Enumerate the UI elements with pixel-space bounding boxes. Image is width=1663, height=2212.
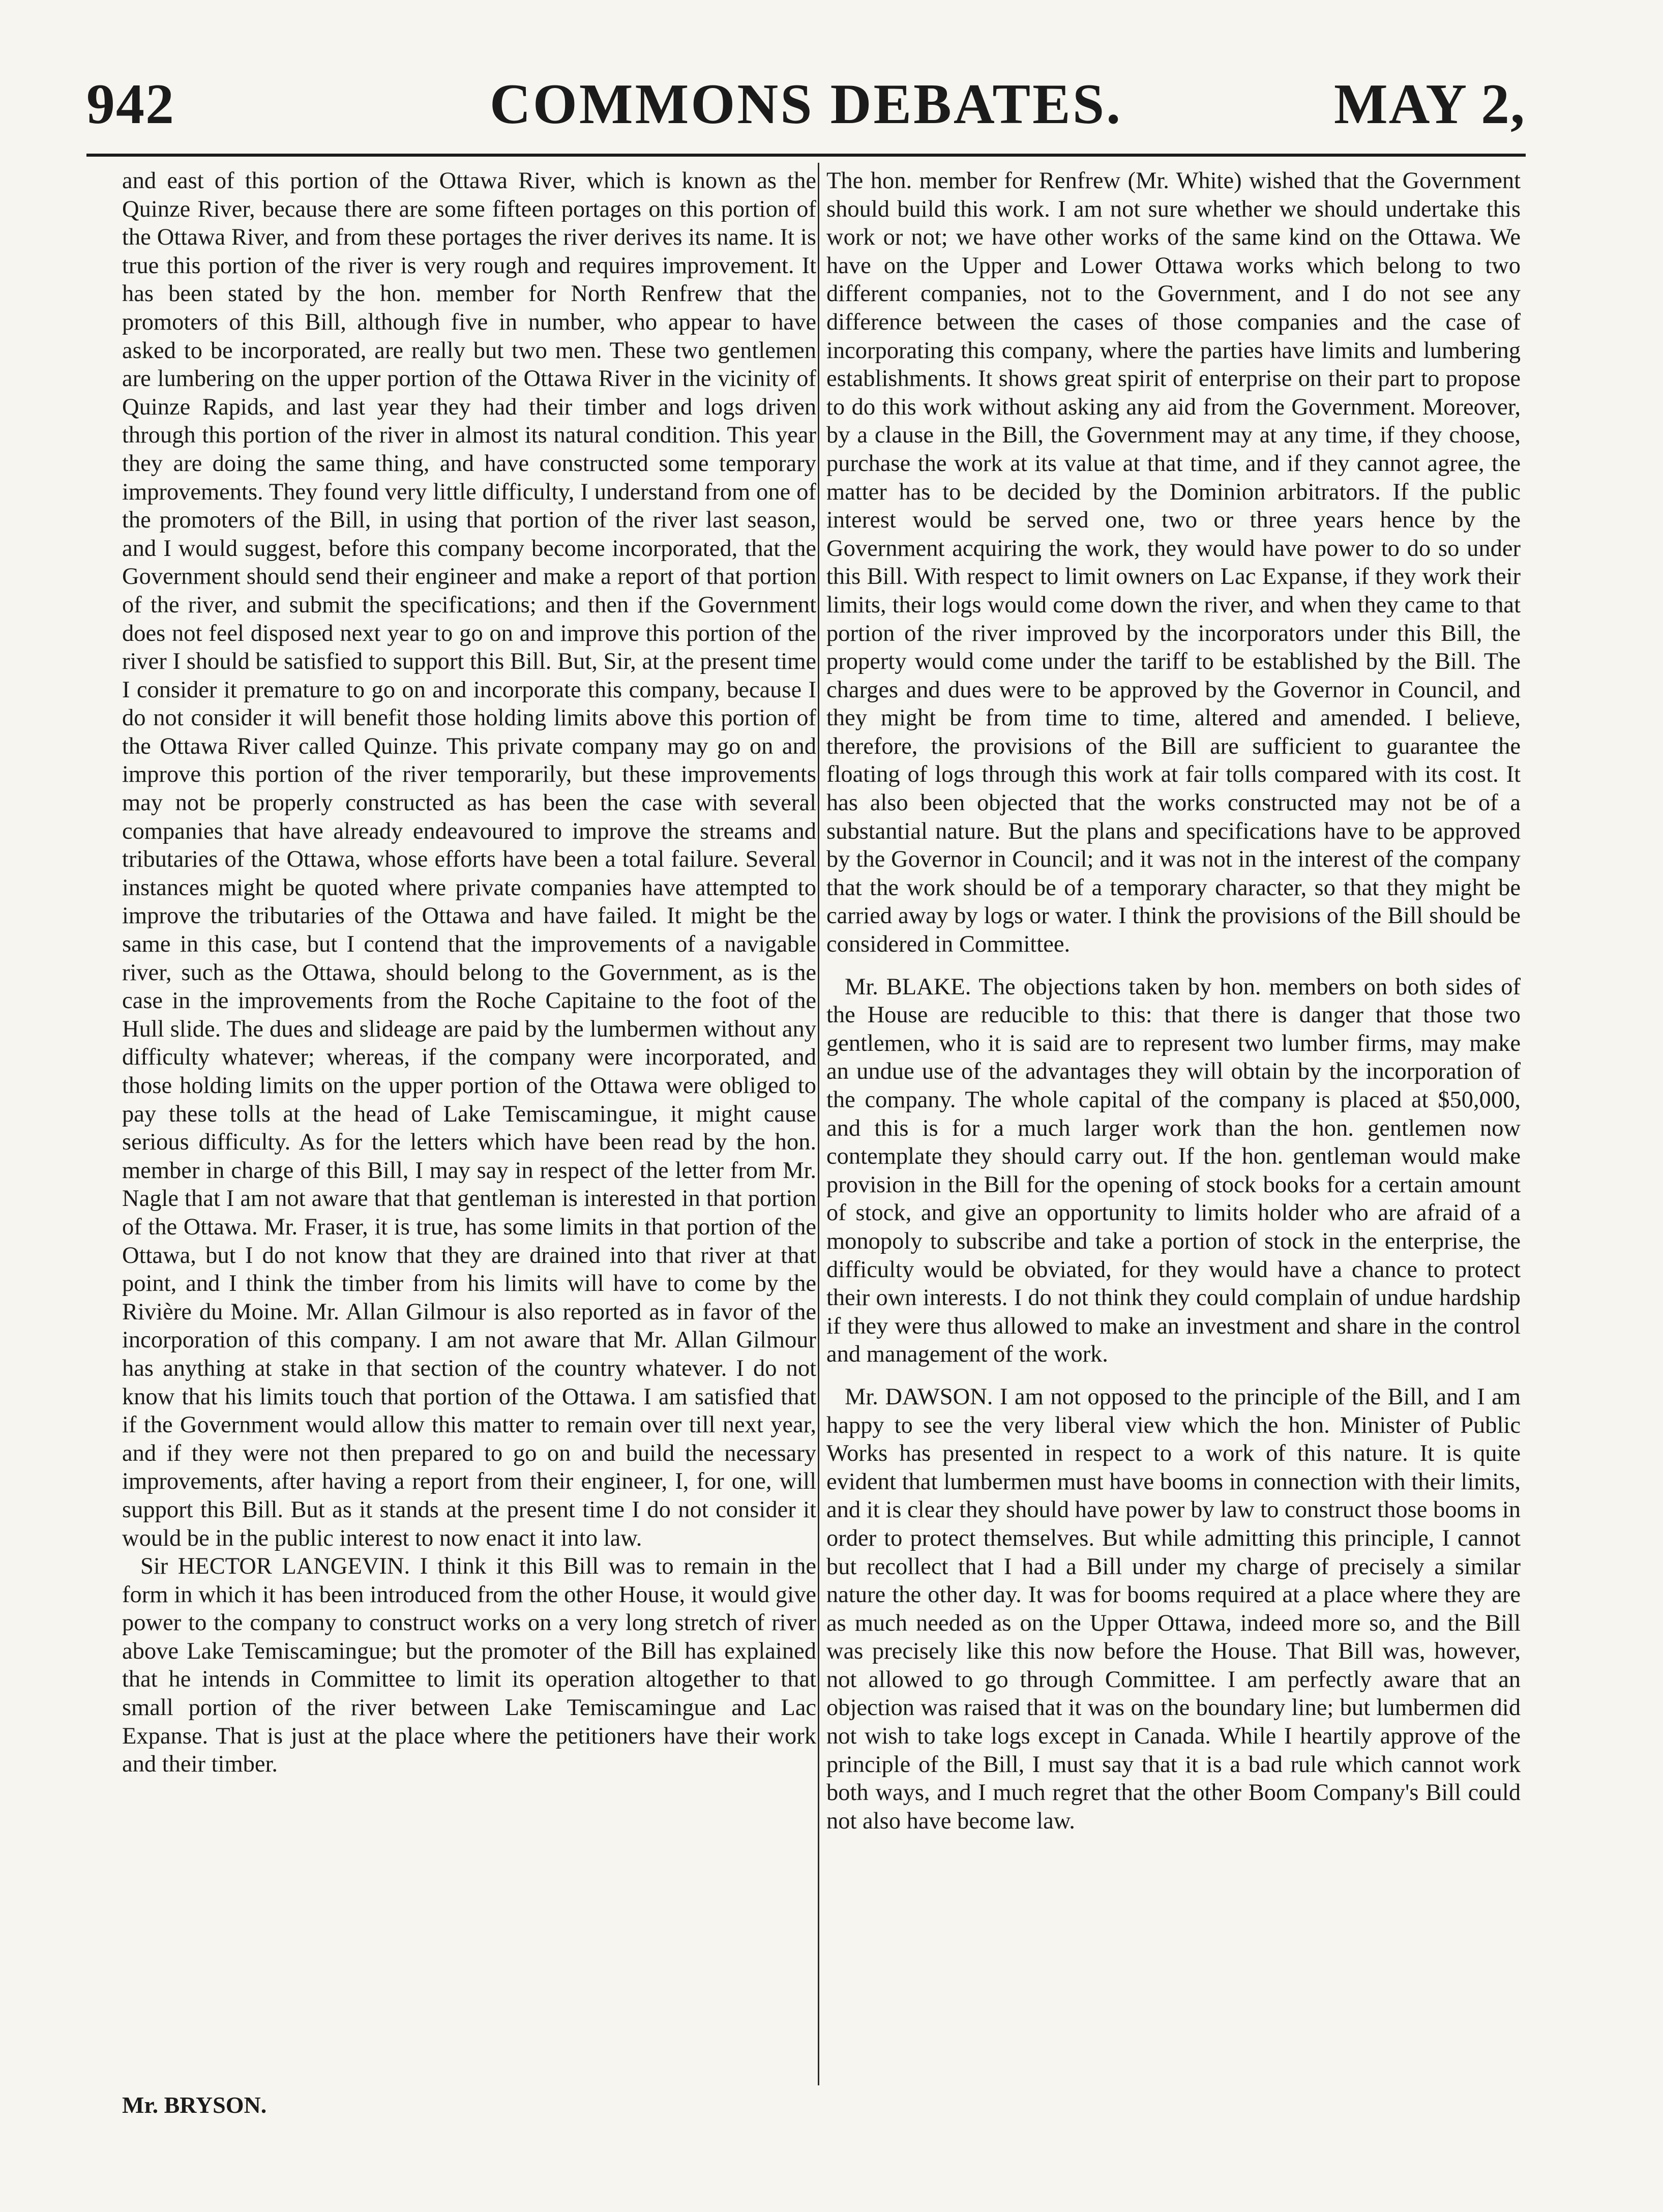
publication-title: COMMONS DEBATES.: [489, 73, 1123, 136]
speaker-footer: Mr. BRYSON.: [122, 2092, 267, 2118]
left-column: [122, 167, 816, 1779]
page-header: [86, 71, 1526, 137]
page-number: 942: [86, 73, 175, 136]
header-rule: [86, 154, 1526, 157]
right-paragraph-1: The hon. member for Renfrew (Mr. White) wished that the Government should build this work. I am not sure whether we should undertake this work or not; we have other works of the same kind on the Ottawa. We have on the Upper and Lower Ottawa works which belong to two different companies, not to the Government, and I do not see any difference between the cases of those companies and the case of incorporating this company, where the parties have limits and lumbering establishments. It shows great spirit of enterprise on their part to propose to do this work without asking any aid from the Government. Moreover, by a clause in the Bill, the Government may at any time, if they choose, purchase the work at its value at that time, and if they cannot agree, the matter has to be decided by the Dominion arbitrators. If the public interest would be served one, two or three years hence by the Government acquiring the work, they would have power to do so under this Bill. With respect to limit owners on Lac Expanse, if they work their limits, their logs would come down the river, and when they came to that portion of the river improved by the incorporators under this Bill, the property would come under the tariff to be established by the Bill. The charges and dues were to be approved by the Governor in Council, and they might be from time to time, altered and amended. I believe, therefore, the provisions of the Bill are sufficient to guarantee the floating of logs through this work at fair tolls compared with its cost. It has also been objected that the works constructed may not be of a substantial nature. But the plans and specifications have to be approved by the Governor in Council; and it was not in the interest of the company that the work should be of a temporary character, so that they might be carried away by logs or water. I think the provisions of the Bill should be considered in Committee.: [826, 168, 1521, 958]
right-paragraph-blake: Mr. BLAKE. The objections taken by hon. members on both sides of the House are reducible to this: that there is danger that those two gentlemen, who it is said are to represent two lumber firms, may make an undue use of the advantages they will obtain by the incorporation of the company. The whole capital of the company is placed at $50,000, and this is for a much larger work than the hon. gentlemen now contemplate they should carry out. If the hon. gentleman would make provision in the Bill for the opening of stock books for a certain amount of stock, and give an opportunity to limits holder who are afraid of a monopoly to subscribe and take a portion of stock in the enterprise, the difficulty would be obviated, for they would have a chance to protect their own interests. I do not think they could complain of undue hardship if they were thus allowed to make an investment and share in the control and management of the work.: [826, 974, 1521, 1368]
right-paragraph-dawson: Mr. DAWSON. I am not opposed to the principle of the Bill, and I am happy to see the very liberal view which the hon. Minister of Public Works has presented in respect to a work of this nature. It is quite evident that lumbermen must have booms in connection with their limits, and it is clear they should have power by law to construct those booms in order to protect themselves. But while admitting this principle, I cannot but recollect that I had a Bill under my charge of precisely a similar nature the other day. It was for booms required at a place where they are as much needed as on the Upper Ottawa, indeed more so, and the Bill was precisely like this now before the House. That Bill was, however, not allowed to go through Committee. I am perfectly aware that an objection was raised that it was on the boundary line; but lumbermen did not wish to take logs except in Canada. While I heartily approve of the principle of the Bill, I must say that it is a bad rule which cannot work both ways, and I much regret that the other Boom Company's Bill could not also have become law.: [826, 1383, 1521, 1834]
left-paragraph-langevin: Sir HECTOR LANGEVIN. I think it this Bill was to remain in the form in which it has been introduced from the other House, it would give power to the company to construct works on a very long stretch of river above Lake Temiscamingue; but the promoter of the Bill has explained that he intends in Committee to limit its operation altogether to that small portion of the river between Lake Temiscamingue and Lac Expanse. That is just at the place where the petitioners have their work and their timber.: [122, 1553, 816, 1778]
page-date: MAY 2,: [1333, 73, 1526, 136]
left-paragraph-1: and east of this portion of the Ottawa River, which is known as the Quinze River, because there are some fifteen portages on this portion of the Ottawa River, and from these portages the river derives its name. It is true this portion of the river is very rough and requires improvement. It has been stated by the hon. member for North Renfrew that the promoters of this Bill, although five in number, who appear to have asked to be incorporated, are really but two men. These two gentlemen are lumbering on the upper portion of the Ottawa River in the vicinity of Quinze Rapids, and last year they had their timber and logs driven through this portion of the river in almost its natural condition. This year they are doing the same thing, and have constructed some temporary improvements. They found very little difficulty, I understand from one of the promoters of the Bill, in using that portion of the river last season, and I would suggest, before this company become incorporated, that the Government should send their engineer and make a report of that portion of the river, and submit the specifications; and then if the Government does not feel disposed next year to go on and improve this portion of the river I should be satisfied to support this Bill. But, Sir, at the present time I consider it premature to go on and incorporate this company, because I do not consider it will benefit those holding limits above this portion of the Ottawa River called Quinze. This private company may go on and improve this portion of the river temporarily, but these improvements may not be properly constructed as has been the case with several companies that have already endeavoured to improve the streams and tributaries of the Ottawa, whose efforts have been a total failure. Several instances might be quoted where private companies have attempted to improve the tributaries of the Ottawa and have failed. It might be the same in this case, but I contend that the improvements of a navigable river, such as the Ottawa, should belong to the Government, as is the case in the improvements from the Roche Capitaine to the foot of the Hull slide. The dues and slideage are paid by the lumbermen without any difficulty whatever; whereas, if the company were incorporated, and those holding limits on the upper portion of the Ottawa were obliged to pay these tolls at the head of Lake Temiscamingue, it might cause serious difficulty. As for the letters which have been read by the hon. member in charge of this Bill, I may say in respect of the letter from Mr. Nagle that I am not aware that that gentleman is interested in that portion of the Ottawa. Mr. Fraser, it is true, has some limits in that portion of the Ottawa, but I do not know that they are drained into that river at that point, and I think the timber from his limits will have to come by the Rivière du Moine. Mr. Allan Gilmour is also reported as in favor of the incorporation of this company. I am not aware that Mr. Allan Gilmour has anything at stake in that section of the country whatever. I do not know that his limits touch that portion of the Ottawa. I am satisfied that if the Government would allow this matter to remain over till next year, and if they were not then prepared to go on and build the necessary improvements, after having a report from their engineer, I, for one, will support this Bill. But as it stands at the present time I do not consider it would be in the public interest to now enact it into law.: [122, 168, 816, 1551]
right-column: [826, 167, 1521, 1835]
column-divider: [818, 163, 819, 2085]
